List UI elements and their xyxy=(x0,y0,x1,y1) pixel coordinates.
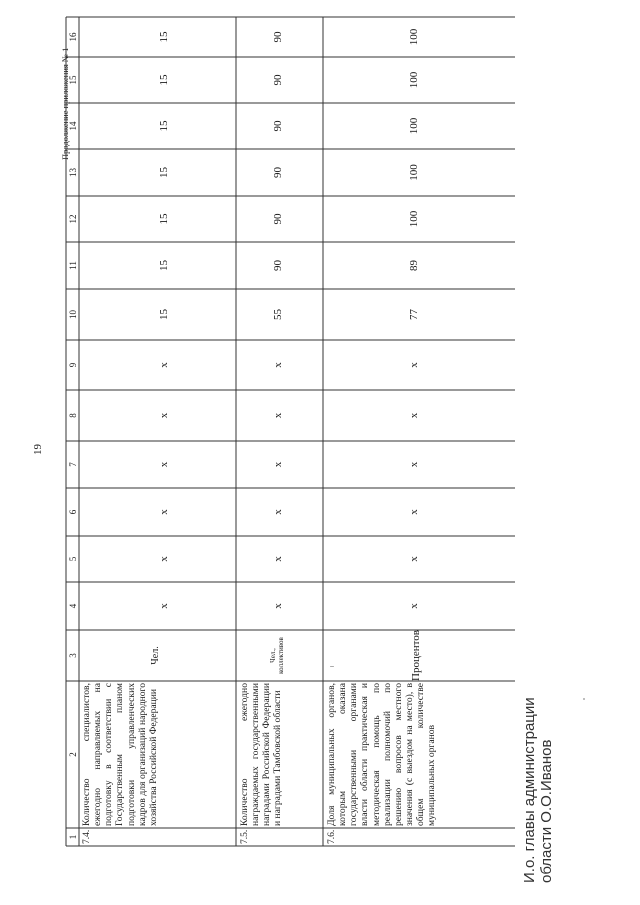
row-cell: 55 xyxy=(272,309,284,320)
row-description: Количество ежегодно награждаемых государственными наградами Российской Федерации и наградами Тамбовской области xyxy=(239,683,284,826)
row-cell: x xyxy=(272,412,284,419)
row-cell: x xyxy=(408,603,420,609)
col-header-15: 15 xyxy=(68,75,78,85)
row-cell: 100 xyxy=(408,164,420,181)
col-header-13: 13 xyxy=(68,168,78,177)
row-cell: 15 xyxy=(158,167,170,178)
row-description: Количество специалистов, ежегодно направляемых на подготовку в соответствии с Государственным планом подготовки управленческих кадров для организаций народного хозяйства Российской Федерации xyxy=(81,683,159,826)
row-cell: 90 xyxy=(272,213,284,225)
row-description: Доля муниципальных органов, которым оказана государственными органами власти области практическая и методическая помощь по реализации полномочий по решению вопросов местного значения (с выездом на место), в общем количестве муниципальных органов xyxy=(326,683,438,826)
signature-line-2: области О.О.Иванов xyxy=(538,739,555,883)
row-cell: 89 xyxy=(408,260,420,271)
row-unit: Чел. xyxy=(150,646,161,665)
row-cell: x xyxy=(272,556,284,562)
row-cell: x xyxy=(408,509,420,515)
scan-speck xyxy=(330,666,334,667)
row-cell: 90 xyxy=(272,260,284,271)
row-cell: x xyxy=(158,412,170,419)
row-number: 7.5. xyxy=(240,829,250,844)
col-header-9: 9 xyxy=(68,362,78,368)
row-cell: 15 xyxy=(158,213,170,225)
row-cell: x xyxy=(158,509,170,515)
row-cell: 100 xyxy=(408,28,420,46)
row-cell: x xyxy=(408,362,420,368)
row-cell: 100 xyxy=(408,117,420,135)
row-cell: 90 xyxy=(272,167,284,178)
row-cell: x xyxy=(272,603,284,609)
col-header-8: 8 xyxy=(68,413,78,418)
row-cell: x xyxy=(408,556,420,562)
col-header-4: 4 xyxy=(68,603,78,609)
row-cell: x xyxy=(158,556,170,562)
col-header-11: 11 xyxy=(68,261,78,270)
row-cell: x xyxy=(408,461,420,468)
row-cell: 90 xyxy=(272,120,284,132)
col-header-10: 10 xyxy=(68,310,78,319)
appendix-title: Продолжение приложения № 1 xyxy=(60,47,70,160)
row-cell: x xyxy=(272,461,284,468)
signature-line-1: И.о. главы администрации xyxy=(521,697,538,883)
col-header-3: 3 xyxy=(68,653,78,658)
row-unit: Процентов xyxy=(410,630,422,681)
col-header-1: 1 xyxy=(68,834,78,840)
col-header-7: 7 xyxy=(68,462,78,467)
row-cell: 90 xyxy=(272,74,284,86)
col-header-6: 6 xyxy=(68,509,78,515)
row-number: 7.6. xyxy=(327,829,337,844)
row-cell: 15 xyxy=(158,260,170,271)
col-header-2: 2 xyxy=(68,752,78,757)
row-cell: x xyxy=(158,603,170,609)
row-cell: x xyxy=(408,412,420,419)
row-cell: 100 xyxy=(408,71,420,89)
col-header-14: 14 xyxy=(68,121,78,131)
row-cell: x xyxy=(272,362,284,368)
row-cell: 90 xyxy=(272,31,284,43)
row-cell: 77 xyxy=(408,309,420,320)
row-unit: Чел., коллективов xyxy=(269,637,285,674)
col-header-12: 12 xyxy=(68,214,78,224)
row-cell: 15 xyxy=(158,74,170,86)
row-cell: 15 xyxy=(158,120,170,132)
row-number: 7.4. xyxy=(82,829,92,844)
row-cell: 15 xyxy=(158,31,170,43)
row-cell: 15 xyxy=(158,309,170,320)
page-number: 19 xyxy=(32,444,44,455)
col-header-16: 16 xyxy=(68,32,78,42)
col-header-5: 5 xyxy=(68,556,78,562)
row-cell: x xyxy=(158,362,170,368)
row-cell: x xyxy=(272,509,284,515)
scan-speck xyxy=(583,698,585,700)
row-cell: 100 xyxy=(408,210,420,228)
row-cell: x xyxy=(158,461,170,468)
